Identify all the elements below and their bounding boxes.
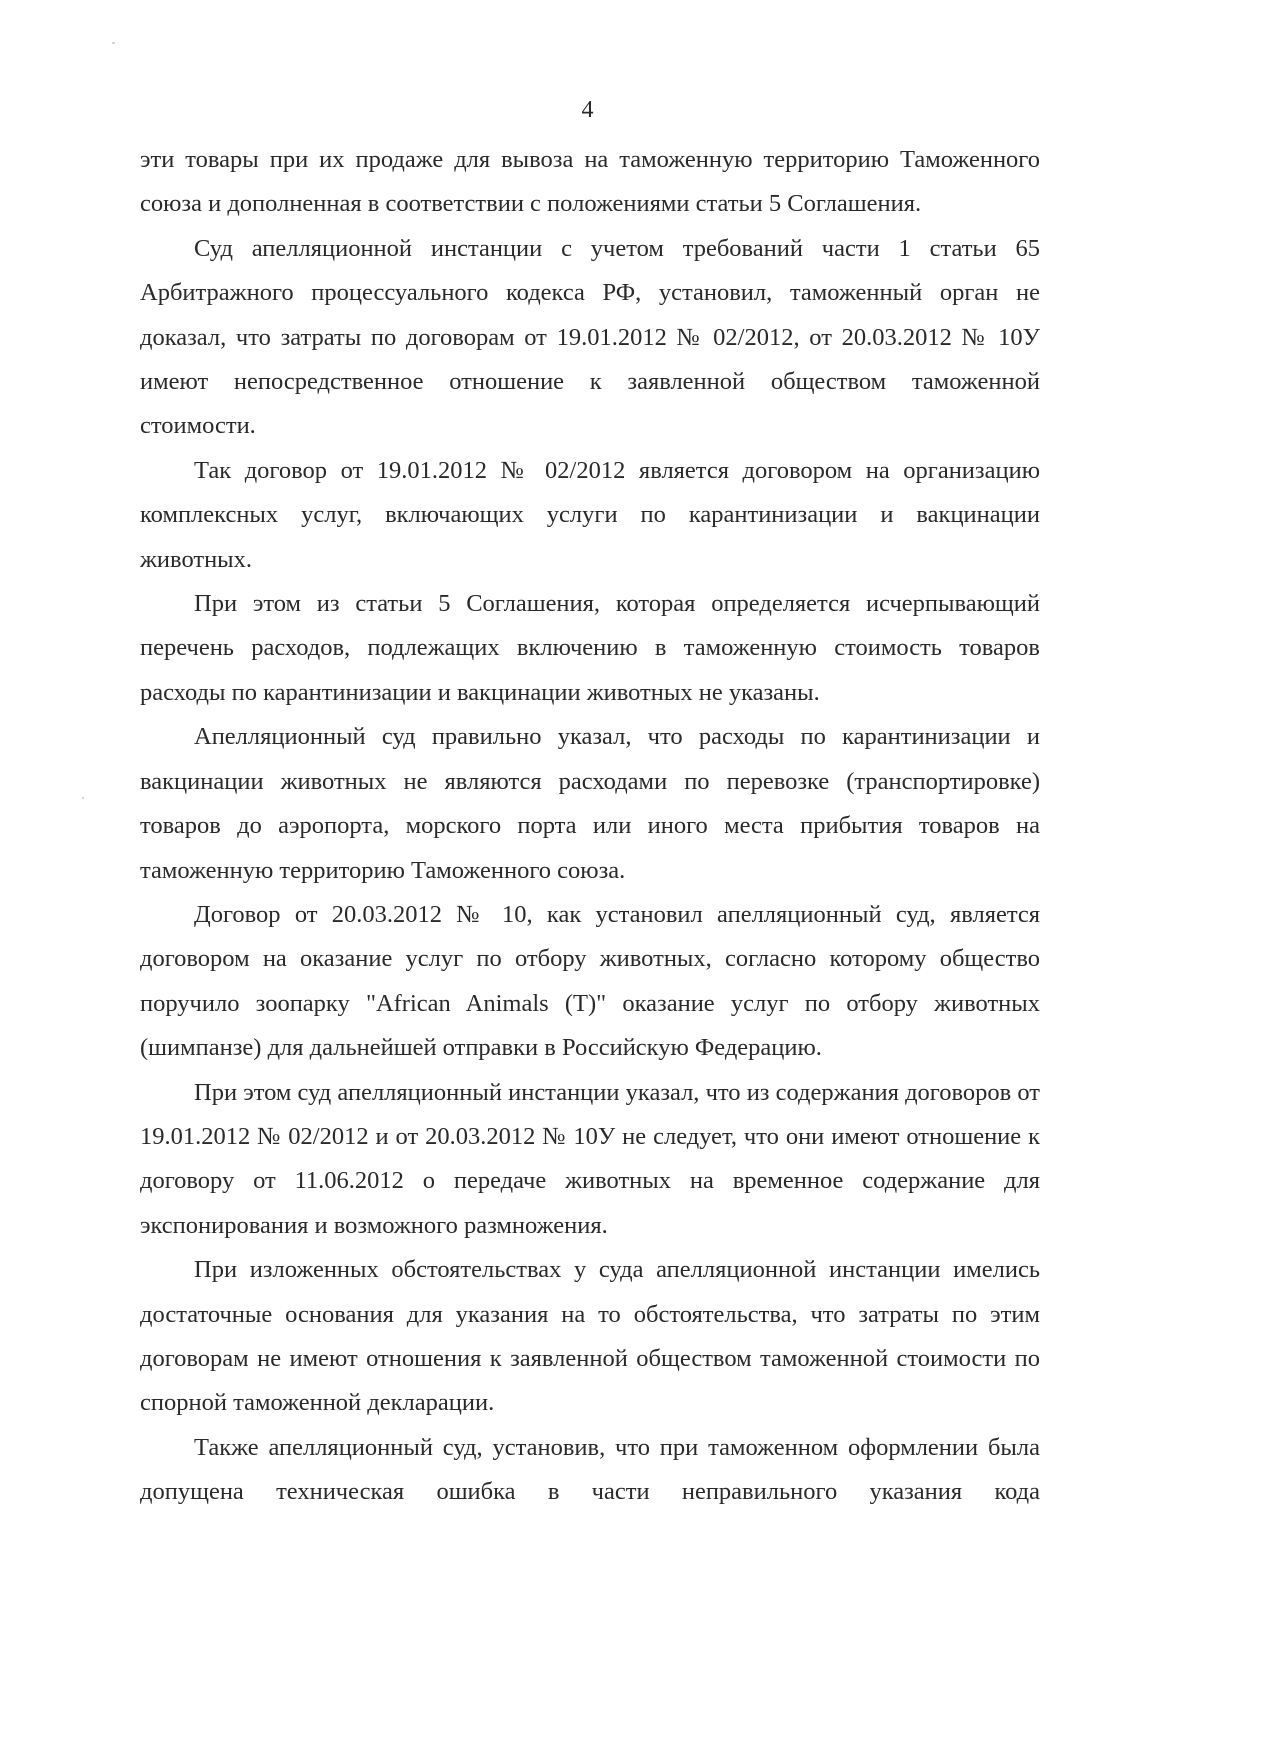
paragraph: Договор от 20.03.2012 № 10, как установил апелляционный суд, является договором на оказание услуг по отбору животных, согласно которому общество поручило зоопарку "African Animals (T)" оказание услуг по отбору животных (шимпанзе) для дальнейшей отправки в Российскую Федерацию. [140,900,1040,1062]
paragraph: При этом суд апелляционный инстанции указал, что из содержания договоров от 19.01.2012 № 02/2012 и от 20.03.2012 № 10У не следует, что они имеют отношение к договору от 11.06.2012 о передаче животных на временное содержание для экспонирования и возможного размножения. [140,1078,1040,1239]
paragraph-continuation: эти товары при их продаже для вывоза на таможенную территорию Таможенного союза и дополненная в соответствии с положениями статьи 5 Соглашения. [140,146,1040,218]
paragraph: Суд апелляционной инстанции с учетом требований части 1 статьи 65 Арбитражного процессуального кодекса РФ, установил, таможенный орган не доказал, что затраты по договорам от 19.01.2012 № 02/2012, от 20.03.2012 № 10У имеют непосредственное отношение к заявленной обществом таможенной стоимости. [140,234,1040,440]
paragraph: При этом из статьи 5 Соглашения, которая определяется исчерпывающий перечень расходов, подлежащих включению в таможенную стоимость товаров расходы по карантинизации и вакцинации животных не указаны. [140,590,1040,706]
document-body [140,138,1040,1515]
paragraph: Так договор от 19.01.2012 № 02/2012 является договором на организацию комплексных услуг, включающих услуги по карантинизации и вакцинации животных. [140,456,1040,573]
page-number: 4 [581,97,594,123]
scan-artifact [82,797,84,799]
paragraph: Апелляционный суд правильно указал, что расходы по карантинизации и вакцинации животных не являются расходами по перевозке (транспортировке) товаров до аэропорта, морского порта или иного места прибытия товаров на таможенную территорию Таможенного союза. [140,723,1040,884]
paragraph: При изложенных обстоятельствах у суда апелляционной инстанции имелись достаточные основания для указания на то обстоятельства, что затраты по этим договорам не имеют отношения к заявленной обществом таможенной стоимости по спорной таможенной декларации. [140,1256,1040,1417]
paragraph: Также апелляционный суд, установив, что при таможенном оформлении была допущена техническая ошибка в части неправильного указания кода [140,1433,1040,1506]
scan-artifact [112,42,115,44]
